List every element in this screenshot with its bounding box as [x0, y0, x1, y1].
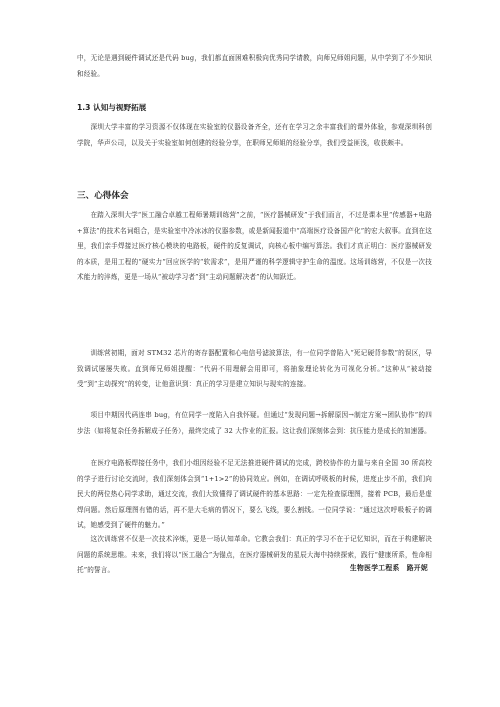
section-3-heading: 三、心得体会	[77, 191, 129, 201]
section-3-paragraph-5: 这次训练营不仅是一次技术淬炼，更是一场认知革命。它教会我们：真正的学习不在于记忆知识，而在于构建解决问题的系统思维。未来，我们将以“医工融合”为锚点，在医疗器械研发的星辰大海中持续探索，践行“健康所系，性命相托”的誓言。	[77, 535, 432, 575]
section-3-paragraph-1: 在踏入深圳大学“医工融合卓越工程师暑期训练营”之前，“医疗器械研发”于我们而言，不过是课本里“传感器+电路+算法”的技术名词组合，是实验室中冷冰冰的仪器参数，或是新闻报道中“高端医疗设备国产化”的宏大叙事。直到在这里，我们亲手焊接过医疗核心模块的电路板，硬件的反复调试，向核心板中编写算法。我们才真正明白：医疗器械研发的本质，是用工程的“硬实力”回应医学的“软需求”，是用严谨的科学逻辑守护生命的温度。这场训练营，不仅是一次技术能力的淬炼，更是一场从“被动学习者”到“主动问题解决者”的认知跃迁。	[77, 211, 432, 282]
section-3-paragraph-3: 项目中期因代码连串 bug，有位同学一度陷入自我怀疑。但通过“发现问题→拆解原因→制定方案→团队协作”的四步法（如将复杂任务拆解成子任务），最终完成了 32 大作业的汇报。这让我们深刻体会到：抗压能力是成长的加速器。	[77, 411, 432, 435]
section-3-paragraph-2: 训练营初期，面对 STM32 芯片的寄存器配置和心电信号滤波算法，有一位同学曾陷入“死记硬背参数”的误区，导致调试屡屡失败。直到师兄师姐提醒：“代码不用理解会用即可，将抽象理论转化为可视化分析。”这种从“被动接受”到“主动探究”的转变，让他意识到：真正的学习是建立知识与现实的连接。	[77, 349, 432, 389]
author-signature: 生物医学工程系 路开妮	[349, 564, 428, 572]
section-1-3-paragraph: 深圳大学丰富的学习资源不仅体现在实验室的仪器设备齐全，还有在学习之余丰富我们的课外体验，参观深圳科创学院，华声公司，以及关于实验室如何创建的经验分享，在职师兄师姐的经验分享，我们受益匪浅，收获颇丰。	[77, 123, 432, 147]
intro-paragraph: 中，无论是遇到硬件调试还是代码 bug，我们都直面困难积极向优秀同学请教，向师兄师姐问题，从中学到了不少知识和经验。	[77, 54, 432, 78]
section-3-paragraph-4: 在医疗电路板焊接任务中，我们小组因经验不足无法推进硬件调试的完成，跨校协作的力量与来自全国 30 所高校的学子进行讨论交流时，我们深刻体会到“1+1>2”的协同效应。例如，在调试呼吸板的时候，进度止步不前，我们向民大的两位热心同学求助，通过交流，我们大致懂得了调试硬件的基本思路：一定先检查原理图，接着 PCB，最后是虚焊问题。然后原理图有错的话，再不是大毛病的情况下，要么飞线，要么割线。一位同学说：“通过这次呼吸板子的调试，她感受到了硬件的魅力。”	[77, 459, 432, 530]
section-1-3-heading: 1.3 认知与视野拓展	[77, 103, 147, 112]
